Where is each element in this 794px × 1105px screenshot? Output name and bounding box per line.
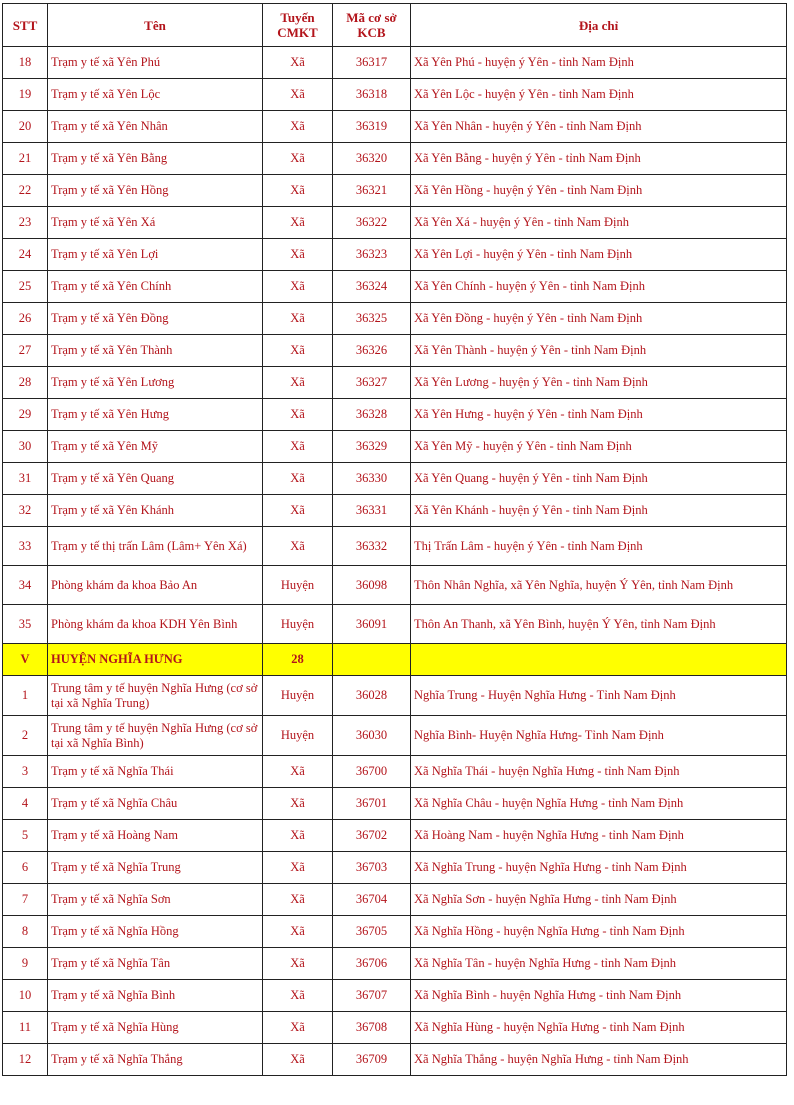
cell-ma: 36702 bbox=[333, 820, 411, 852]
cell-dia-chi: Thôn Nhân Nghĩa, xã Yên Nghĩa, huyện Ý Yên, tỉnh Nam Định bbox=[411, 566, 787, 605]
cell-tuyen: Huyện bbox=[263, 676, 333, 716]
cell-stt: 6 bbox=[3, 852, 48, 884]
cell-ma: 36327 bbox=[333, 367, 411, 399]
table-row bbox=[3, 756, 787, 788]
cell-ten: Trung tâm y tế huyện Nghĩa Hưng (cơ sở tại xã Nghĩa Trung) bbox=[48, 676, 263, 716]
cell-dia-chi: Xã Nghĩa Trung - huyện Nghĩa Hưng - tỉnh Nam Định bbox=[411, 852, 787, 884]
table-row bbox=[3, 303, 787, 335]
cell-dia-chi: Xã Yên Khánh - huyện ý Yên - tỉnh Nam Định bbox=[411, 495, 787, 527]
table-row bbox=[3, 495, 787, 527]
cell-ten: Trạm y tế xã Nghĩa Tân bbox=[48, 948, 263, 980]
cell-stt: 33 bbox=[3, 527, 48, 566]
table-row bbox=[3, 980, 787, 1012]
cell-tuyen: Xã bbox=[263, 399, 333, 431]
cell-stt: 31 bbox=[3, 463, 48, 495]
cell-ten: Trạm y tế xã Nghĩa Thắng bbox=[48, 1044, 263, 1076]
cell-dia-chi: Xã Yên Quang - huyện ý Yên - tỉnh Nam Định bbox=[411, 463, 787, 495]
cell-tuyen: Xã bbox=[263, 207, 333, 239]
table-row bbox=[3, 1012, 787, 1044]
cell-ten: Phòng khám đa khoa KDH Yên Bình bbox=[48, 605, 263, 644]
header-ten: Tên bbox=[48, 4, 263, 47]
cell-ma: 36330 bbox=[333, 463, 411, 495]
cell-ten: Trạm y tế xã Yên Lương bbox=[48, 367, 263, 399]
cell-stt: 9 bbox=[3, 948, 48, 980]
cell-ma: 36098 bbox=[333, 566, 411, 605]
cell-dia-chi: Xã Yên Lương - huyện ý Yên - tỉnh Nam Định bbox=[411, 367, 787, 399]
cell-tuyen: Xã bbox=[263, 175, 333, 207]
cell-stt: 34 bbox=[3, 566, 48, 605]
cell-ma: 36323 bbox=[333, 239, 411, 271]
cell-ten: Trạm y tế xã Yên Quang bbox=[48, 463, 263, 495]
table-row bbox=[3, 143, 787, 175]
table-row bbox=[3, 884, 787, 916]
cell-dia-chi: Xã Nghĩa Hồng - huyện Nghĩa Hưng - tỉnh Nam Định bbox=[411, 916, 787, 948]
cell-dia-chi: Xã Yên Thành - huyện ý Yên - tỉnh Nam Định bbox=[411, 335, 787, 367]
cell-stt: 4 bbox=[3, 788, 48, 820]
cell-dia-chi: Xã Yên Phú - huyện ý Yên - tỉnh Nam Định bbox=[411, 47, 787, 79]
table-row bbox=[3, 916, 787, 948]
cell-stt: 28 bbox=[3, 367, 48, 399]
cell-stt: 8 bbox=[3, 916, 48, 948]
cell-dia-chi: Xã Yên Hưng - huyện ý Yên - tỉnh Nam Định bbox=[411, 399, 787, 431]
cell-dia-chi: Xã Yên Nhân - huyện ý Yên - tỉnh Nam Định bbox=[411, 111, 787, 143]
table-row bbox=[3, 399, 787, 431]
cell-dia-chi: Xã Yên Bằng - huyện ý Yên - tỉnh Nam Định bbox=[411, 143, 787, 175]
cell-ma: 36324 bbox=[333, 271, 411, 303]
cell-dia-chi: Nghĩa Bình- Huyện Nghĩa Hưng- Tỉnh Nam Định bbox=[411, 716, 787, 756]
header-ma: Mã cơ sở KCB bbox=[333, 4, 411, 47]
cell-ma: 36332 bbox=[333, 527, 411, 566]
cell-tuyen: Xã bbox=[263, 271, 333, 303]
table-header bbox=[3, 4, 787, 47]
cell-ten: Trạm y tế thị trấn Lâm (Lâm+ Yên Xá) bbox=[48, 527, 263, 566]
cell-stt: 19 bbox=[3, 79, 48, 111]
cell-tuyen: Xã bbox=[263, 79, 333, 111]
cell-tuyen: Xã bbox=[263, 47, 333, 79]
cell-dia-chi: Xã Hoàng Nam - huyện Nghĩa Hưng - tỉnh Nam Định bbox=[411, 820, 787, 852]
cell-stt: 10 bbox=[3, 980, 48, 1012]
cell-dia-chi: Xã Yên Lộc - huyện ý Yên - tỉnh Nam Định bbox=[411, 79, 787, 111]
cell-dia-chi: Xã Nghĩa Tân - huyện Nghĩa Hưng - tỉnh Nam Định bbox=[411, 948, 787, 980]
cell-ma: 36704 bbox=[333, 884, 411, 916]
cell-stt: 25 bbox=[3, 271, 48, 303]
cell-stt: 11 bbox=[3, 1012, 48, 1044]
cell-tuyen: Xã bbox=[263, 948, 333, 980]
cell-ma: 36703 bbox=[333, 852, 411, 884]
cell-ma: 36320 bbox=[333, 143, 411, 175]
cell-ten: Trạm y tế xã Nghĩa Bình bbox=[48, 980, 263, 1012]
cell-ten: Trung tâm y tế huyện Nghĩa Hưng (cơ sở tại xã Nghĩa Bình) bbox=[48, 716, 263, 756]
cell-ma: 36705 bbox=[333, 916, 411, 948]
table-row bbox=[3, 716, 787, 756]
cell-dia-chi: Xã Yên Lợi - huyện ý Yên - tỉnh Nam Định bbox=[411, 239, 787, 271]
cell-dia-chi: Xã Nghĩa Thái - huyện Nghĩa Hưng - tỉnh Nam Định bbox=[411, 756, 787, 788]
cell-ma: 36091 bbox=[333, 605, 411, 644]
cell-stt: 22 bbox=[3, 175, 48, 207]
cell-tuyen: Xã bbox=[263, 239, 333, 271]
cell-stt: V bbox=[3, 644, 48, 676]
cell-stt: 2 bbox=[3, 716, 48, 756]
cell-dia-chi: Xã Nghĩa Hùng - huyện Nghĩa Hưng - tỉnh Nam Định bbox=[411, 1012, 787, 1044]
cell-stt: 24 bbox=[3, 239, 48, 271]
cell-ten: Trạm y tế xã Yên Lợi bbox=[48, 239, 263, 271]
table-row bbox=[3, 566, 787, 605]
cell-ten: Trạm y tế xã Nghĩa Sơn bbox=[48, 884, 263, 916]
cell-ten: Trạm y tế xã Nghĩa Hồng bbox=[48, 916, 263, 948]
cell-ten: Phòng khám đa khoa Bảo An bbox=[48, 566, 263, 605]
cell-ma: 36329 bbox=[333, 431, 411, 463]
cell-ten: Trạm y tế xã Yên Xá bbox=[48, 207, 263, 239]
cell-dia-chi: Xã Yên Đồng - huyện ý Yên - tỉnh Nam Định bbox=[411, 303, 787, 335]
cell-dia-chi: Xã Yên Hồng - huyện ý Yên - tỉnh Nam Định bbox=[411, 175, 787, 207]
cell-tuyen: Xã bbox=[263, 111, 333, 143]
facility-table bbox=[2, 3, 787, 1076]
cell-ten: Trạm y tế xã Yên Bằng bbox=[48, 143, 263, 175]
cell-tuyen: Xã bbox=[263, 431, 333, 463]
cell-ten: Trạm y tế xã Hoàng Nam bbox=[48, 820, 263, 852]
cell-stt: 3 bbox=[3, 756, 48, 788]
cell-tuyen: Xã bbox=[263, 980, 333, 1012]
table-row bbox=[3, 463, 787, 495]
cell-stt: 21 bbox=[3, 143, 48, 175]
cell-dia-chi: Thị Trấn Lâm - huyện ý Yên - tỉnh Nam Định bbox=[411, 527, 787, 566]
table-row bbox=[3, 527, 787, 566]
cell-ma: 36321 bbox=[333, 175, 411, 207]
cell-dia-chi: Xã Yên Mỹ - huyện ý Yên - tỉnh Nam Định bbox=[411, 431, 787, 463]
cell-tuyen: Xã bbox=[263, 788, 333, 820]
table-row bbox=[3, 948, 787, 980]
cell-tuyen: Huyện bbox=[263, 566, 333, 605]
cell-stt: 29 bbox=[3, 399, 48, 431]
cell-tuyen: Xã bbox=[263, 756, 333, 788]
header-tuyen: Tuyến CMKT bbox=[263, 4, 333, 47]
table-row bbox=[3, 431, 787, 463]
cell-stt: 30 bbox=[3, 431, 48, 463]
table-row bbox=[3, 1044, 787, 1076]
cell-ten: Trạm y tế xã Yên Nhân bbox=[48, 111, 263, 143]
cell-ten: Trạm y tế xã Yên Phú bbox=[48, 47, 263, 79]
cell-tuyen: Xã bbox=[263, 884, 333, 916]
cell-ma: 36322 bbox=[333, 207, 411, 239]
cell-stt: 26 bbox=[3, 303, 48, 335]
cell-tuyen: Xã bbox=[263, 1044, 333, 1076]
cell-ten: Trạm y tế xã Yên Khánh bbox=[48, 495, 263, 527]
table-row bbox=[3, 175, 787, 207]
cell-tuyen: Xã bbox=[263, 527, 333, 566]
cell-ma: 36325 bbox=[333, 303, 411, 335]
table-row bbox=[3, 676, 787, 716]
table-row bbox=[3, 335, 787, 367]
table-row bbox=[3, 79, 787, 111]
cell-ten: Trạm y tế xã Nghĩa Trung bbox=[48, 852, 263, 884]
cell-stt: 20 bbox=[3, 111, 48, 143]
cell-dia-chi: Xã Yên Chính - huyện ý Yên - tỉnh Nam Định bbox=[411, 271, 787, 303]
cell-tuyen: Xã bbox=[263, 367, 333, 399]
table-row bbox=[3, 852, 787, 884]
cell-ma: 36707 bbox=[333, 980, 411, 1012]
table-row bbox=[3, 820, 787, 852]
cell-stt: 27 bbox=[3, 335, 48, 367]
cell-tuyen: 28 bbox=[263, 644, 333, 676]
cell-dia-chi: Xã Nghĩa Thắng - huyện Nghĩa Hưng - tỉnh Nam Định bbox=[411, 1044, 787, 1076]
header-dia-chi: Địa chỉ bbox=[411, 4, 787, 47]
cell-stt: 5 bbox=[3, 820, 48, 852]
cell-ma: 36328 bbox=[333, 399, 411, 431]
cell-dia-chi: Xã Yên Xá - huyện ý Yên - tỉnh Nam Định bbox=[411, 207, 787, 239]
cell-tuyen: Xã bbox=[263, 463, 333, 495]
table-row bbox=[3, 207, 787, 239]
header-stt: STT bbox=[3, 4, 48, 47]
cell-dia-chi: Thôn An Thanh, xã Yên Bình, huyện Ý Yên, tỉnh Nam Định bbox=[411, 605, 787, 644]
cell-ma: 36709 bbox=[333, 1044, 411, 1076]
cell-ten: Trạm y tế xã Yên Hồng bbox=[48, 175, 263, 207]
cell-tuyen: Xã bbox=[263, 143, 333, 175]
cell-dia-chi: Xã Nghĩa Sơn - huyện Nghĩa Hưng - tỉnh Nam Định bbox=[411, 884, 787, 916]
table-row bbox=[3, 788, 787, 820]
cell-ma: 36319 bbox=[333, 111, 411, 143]
cell-stt: 7 bbox=[3, 884, 48, 916]
table-row bbox=[3, 111, 787, 143]
table-row bbox=[3, 47, 787, 79]
cell-tuyen: Xã bbox=[263, 335, 333, 367]
cell-tuyen: Huyện bbox=[263, 716, 333, 756]
cell-stt: 35 bbox=[3, 605, 48, 644]
cell-dia-chi: Nghĩa Trung - Huyện Nghĩa Hưng - Tỉnh Nam Định bbox=[411, 676, 787, 716]
cell-ma: 36701 bbox=[333, 788, 411, 820]
cell-ma: 36326 bbox=[333, 335, 411, 367]
cell-ten: Trạm y tế xã Yên Đồng bbox=[48, 303, 263, 335]
cell-tuyen: Xã bbox=[263, 1012, 333, 1044]
cell-ten: Trạm y tế xã Yên Lộc bbox=[48, 79, 263, 111]
table-body bbox=[3, 47, 787, 1076]
cell-stt: 1 bbox=[3, 676, 48, 716]
section-row-nghia-hung bbox=[3, 644, 787, 676]
cell-tuyen: Xã bbox=[263, 916, 333, 948]
table-row bbox=[3, 367, 787, 399]
cell-ten: HUYỆN NGHĨA HƯNG bbox=[48, 644, 263, 676]
cell-stt: 32 bbox=[3, 495, 48, 527]
cell-ma: 36318 bbox=[333, 79, 411, 111]
cell-ma: 36706 bbox=[333, 948, 411, 980]
header-row bbox=[3, 4, 787, 47]
cell-ten: Trạm y tế xã Nghĩa Châu bbox=[48, 788, 263, 820]
cell-ten: Trạm y tế xã Yên Mỹ bbox=[48, 431, 263, 463]
table-row bbox=[3, 239, 787, 271]
cell-ma: 36700 bbox=[333, 756, 411, 788]
cell-ten: Trạm y tế xã Nghĩa Hùng bbox=[48, 1012, 263, 1044]
cell-stt: 23 bbox=[3, 207, 48, 239]
cell-tuyen: Xã bbox=[263, 495, 333, 527]
cell-ma: 36030 bbox=[333, 716, 411, 756]
cell-tuyen: Xã bbox=[263, 820, 333, 852]
cell-ten: Trạm y tế xã Yên Chính bbox=[48, 271, 263, 303]
cell-dia-chi bbox=[411, 644, 787, 676]
cell-ma bbox=[333, 644, 411, 676]
cell-ma: 36028 bbox=[333, 676, 411, 716]
cell-stt: 18 bbox=[3, 47, 48, 79]
table-row bbox=[3, 605, 787, 644]
cell-tuyen: Xã bbox=[263, 852, 333, 884]
cell-ten: Trạm y tế xã Yên Hưng bbox=[48, 399, 263, 431]
cell-ma: 36317 bbox=[333, 47, 411, 79]
cell-ma: 36331 bbox=[333, 495, 411, 527]
cell-stt: 12 bbox=[3, 1044, 48, 1076]
cell-ma: 36708 bbox=[333, 1012, 411, 1044]
cell-dia-chi: Xã Nghĩa Châu - huyện Nghĩa Hưng - tỉnh Nam Định bbox=[411, 788, 787, 820]
cell-tuyen: Huyện bbox=[263, 605, 333, 644]
cell-tuyen: Xã bbox=[263, 303, 333, 335]
table-row bbox=[3, 271, 787, 303]
cell-dia-chi: Xã Nghĩa Bình - huyện Nghĩa Hưng - tỉnh Nam Định bbox=[411, 980, 787, 1012]
cell-ten: Trạm y tế xã Nghĩa Thái bbox=[48, 756, 263, 788]
cell-ten: Trạm y tế xã Yên Thành bbox=[48, 335, 263, 367]
